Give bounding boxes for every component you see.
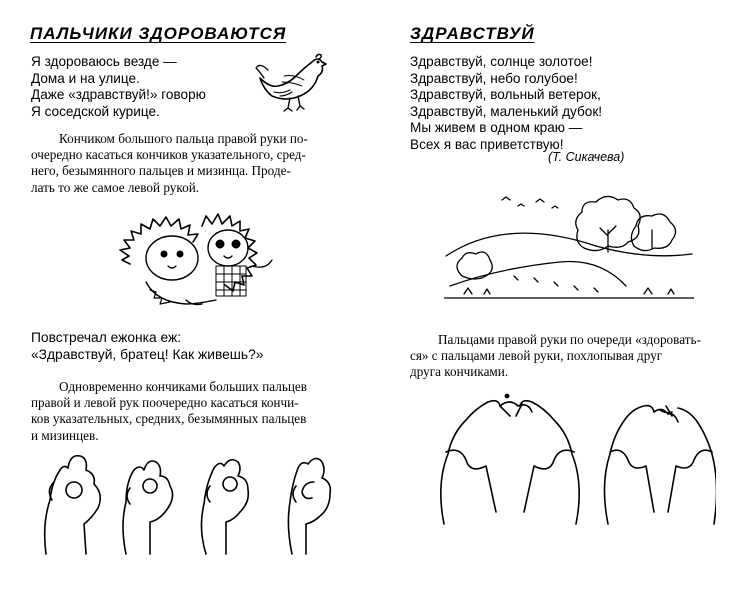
instruction-line: и мизинцев. <box>31 427 99 443</box>
landscape-drawing <box>444 186 694 302</box>
right-title: ЗДРАВСТВУЙ <box>410 24 535 43</box>
left-instruction <box>31 131 308 196</box>
poem-line: Здравствуй, вольный ветерок, <box>410 87 601 102</box>
instruction-line: ся» с пальцами левой руки, похлопывая друг <box>410 348 663 364</box>
poem-line: Я здороваюсь везде — <box>31 54 177 69</box>
poem-author: (Т. Сикачева) <box>548 150 625 164</box>
left-title: ПАЛЬЧИКИ ЗДОРОВАЮТСЯ <box>30 24 287 43</box>
poem-line: Здравствуй, маленький дубок! <box>410 103 603 119</box>
right-poem <box>410 54 602 153</box>
instruction-line: Кончиком большого пальца правой руки по- <box>59 131 308 146</box>
left-poem-2 <box>31 330 263 363</box>
poem-line: Даже «здравствуй!» говорю <box>31 87 206 102</box>
instruction-line: правой и левой рук поочередно касаться кончи- <box>31 395 299 411</box>
poem-line: Здравствуй, небо голубое! <box>410 70 578 86</box>
left-poem <box>31 54 206 120</box>
left-instruction-2 <box>31 379 307 444</box>
instruction-line: очередно касаться кончиков указательного, сред- <box>31 147 306 163</box>
instruction-line: него, безымянного пальцев и мизинца. Проде- <box>31 163 291 179</box>
instruction-line: ков указательных, средних, безымянных пальцев <box>31 411 307 427</box>
chicken-drawing <box>254 52 328 114</box>
poem-line: Я соседской курице. <box>31 103 160 119</box>
poem-line: Дома и на улице. <box>31 70 140 86</box>
hedgehogs-drawing <box>116 202 276 314</box>
fingertip-greeting-drawing <box>436 392 716 528</box>
instruction-line: друга кончиками. <box>410 364 509 380</box>
poem-line: Повстречал ежонка еж: <box>31 330 182 345</box>
right-instruction <box>410 332 701 381</box>
hand-gestures-drawing <box>30 444 350 556</box>
poem-line: Здравствуй, солнце золотое! <box>410 54 593 69</box>
poem-line: «Здравствуй, братец! Как живешь?» <box>31 346 264 362</box>
poem-line: Мы живем в одном краю — <box>410 120 583 135</box>
poem-line: Всех я вас приветствую! <box>410 136 564 152</box>
instruction-line: лать то же самое левой рукой. <box>31 179 200 195</box>
instruction-line: Одновременно кончиками больших пальцев <box>59 379 308 394</box>
instruction-line: Пальцами правой руки по очереди «здоровать- <box>438 332 701 347</box>
